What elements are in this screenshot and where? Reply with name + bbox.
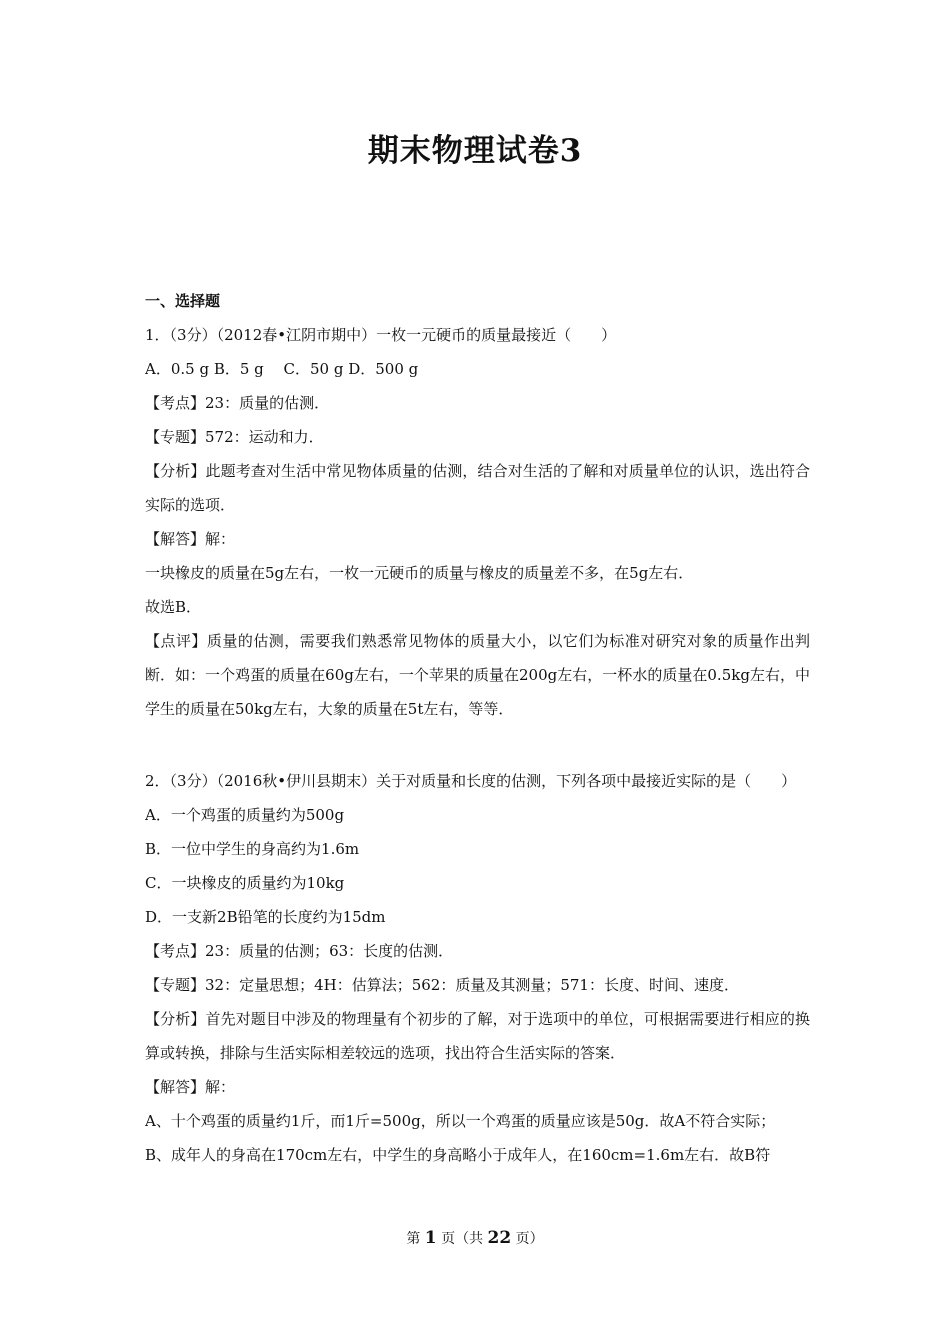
section-heading: 一、选择题 — [145, 292, 221, 310]
footer-prefix: 第 — [406, 1231, 421, 1247]
page-footer — [0, 1228, 950, 1248]
footer-suffix: 页） — [515, 1231, 544, 1247]
question-2-kaodian: 【考点】23：质量的估测；63：长度的估测． — [145, 942, 454, 960]
question-2-option-b: B．一位中学生的身高约为1.6m — [145, 840, 360, 858]
question-2-jieda: 【解答】解： — [145, 1078, 236, 1096]
question-1-jieda-body: 一块橡皮的质量在5g左右，一枚一元硬币的质量与橡皮的质量差不多，在5g左右． — [145, 564, 694, 582]
question-1-kaodian: 【考点】23：质量的估测． — [145, 394, 330, 412]
question-2-option-a: A．一个鸡蛋的质量约为500g — [145, 806, 345, 824]
page-title: 期末物理试卷3 — [367, 133, 583, 169]
question-2-option-d: D．一支新2B铅笔的长度约为15dm — [145, 908, 386, 926]
footer-total-pages: 22 — [487, 1228, 512, 1248]
question-1-jieda: 【解答】解： — [145, 530, 236, 548]
question-2-jieda-b: B、成年人的身高在170cm左右，中学生的身高略小于成年人，在160cm=1.6m左右．故B符 — [145, 1146, 771, 1164]
question-1-stem: 1．（3分）（2012春•江阴市期中）一枚一元硬币的质量最接近（ ） — [145, 326, 617, 344]
question-1-answer: 故选B． — [145, 598, 202, 616]
question-2-jieda-a: A、十个鸡蛋的质量约1斤，而1斤=500g，所以一个鸡蛋的质量应该是50g．故A不符合实际； — [145, 1112, 776, 1130]
document-body — [145, 284, 810, 1172]
question-1-fenxi: 【分析】此题考查对生活中常见物体质量的估测，结合对生活的了解和对质量单位的认识，选出符合实际的选项． — [145, 462, 810, 514]
spacer — [145, 726, 810, 764]
question-2-stem: 2．（3分）（2016秋•伊川县期末）关于对质量和长度的估测，下列各项中最接近实际的是（ ） — [145, 772, 797, 790]
question-1-zhuanti: 【专题】572：运动和力． — [145, 428, 324, 446]
question-1-dianping: 【点评】质量的估测，需要我们熟悉常见物体的质量大小，以它们为标准对研究对象的质量作出判断．如：一个鸡蛋的质量在60g左右，一个苹果的质量在200g左右，一杯水的质量在0.5kg左右，中学生的质量在50kg左右，大象的质量在5t左右，等等． — [145, 632, 810, 718]
question-2-zhuanti: 【专题】32：定量思想；4H：估算法；562：质量及其测量；571：长度、时间、速度． — [145, 976, 739, 994]
question-2-fenxi: 【分析】首先对题目中涉及的物理量有个初步的了解，对于选项中的单位，可根据需要进行相应的换算或转换，排除与生活实际相差较远的选项，找出符合生活实际的答案． — [145, 1010, 810, 1062]
footer-middle: 页（共 — [441, 1231, 484, 1247]
question-2-option-c: C．一块橡皮的质量约为10kg — [145, 874, 345, 892]
footer-page-number: 1 — [424, 1228, 437, 1248]
question-1-options: A．0.5 g B．5 g C．50 g D．500 g — [145, 360, 419, 378]
